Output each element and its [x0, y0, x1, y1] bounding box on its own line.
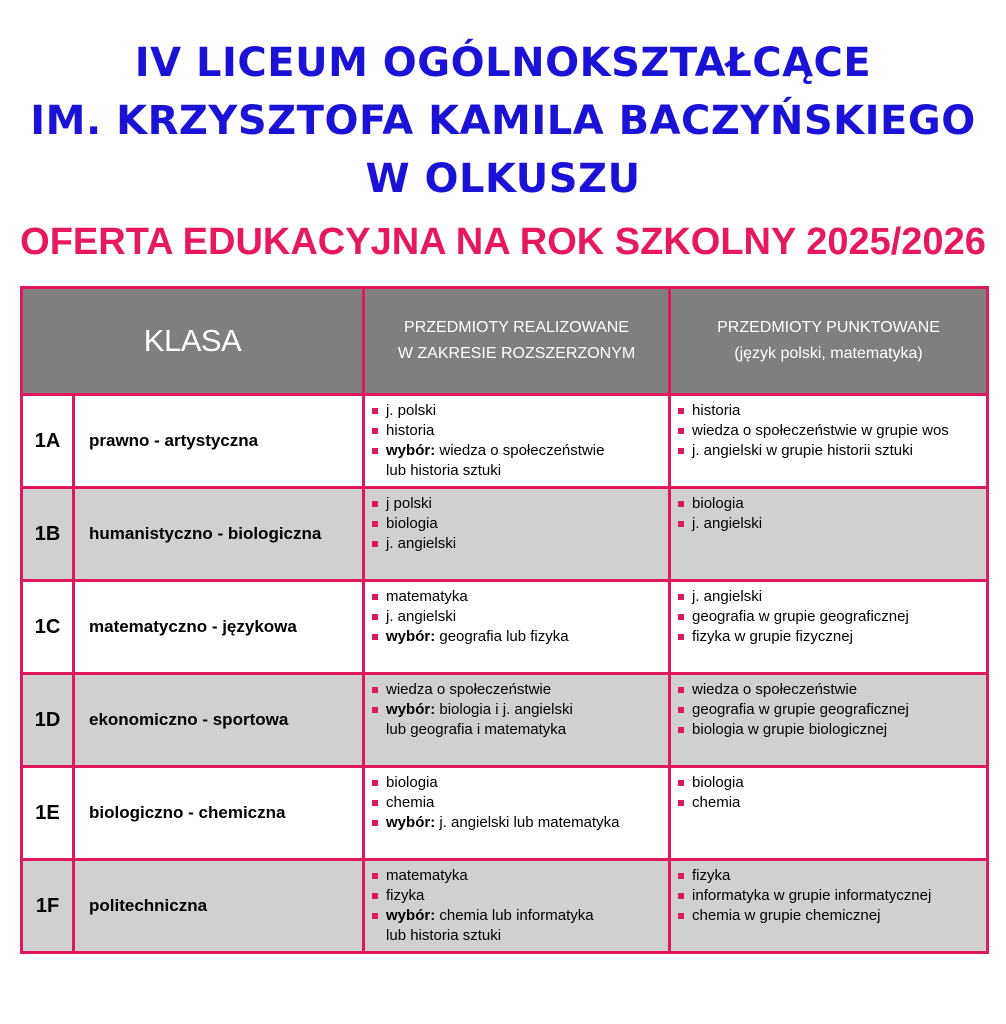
list-item: wiedza o społeczeństwie w grupie wos	[677, 421, 982, 441]
list-item: fizyka	[371, 886, 664, 906]
list-item: j. angielski	[677, 587, 982, 607]
school-name-line-1: IV LICEUM OGÓLNOKSZTAŁCĄCE	[134, 40, 872, 86]
extended-subjects-cell	[364, 395, 670, 488]
scored-subjects-list	[677, 494, 982, 534]
choice-text: biologia i j. angielski	[439, 701, 573, 718]
class-profile: humanistyczno - biologiczna	[74, 488, 364, 581]
extended-subjects-list	[371, 773, 664, 833]
table-header-row	[22, 288, 988, 395]
table-row	[22, 767, 988, 860]
list-item: j polski	[371, 494, 664, 514]
table-row	[22, 674, 988, 767]
list-item: geografia w grupie geograficznej	[677, 700, 982, 720]
list-item: historia	[677, 401, 982, 421]
list-item: j. angielski	[371, 607, 664, 627]
class-offer-table	[20, 286, 989, 954]
class-code: 1F	[22, 860, 74, 953]
class-profile: prawno - artystyczna	[74, 395, 364, 488]
header-extended-line-1: PRZEDMIOTY REALIZOWANE	[404, 319, 629, 336]
choice-continuation: lub historia sztuki	[386, 462, 502, 479]
list-item: wiedza o społeczeństwie	[677, 680, 982, 700]
table-row	[22, 488, 988, 581]
class-code: 1E	[22, 767, 74, 860]
extended-subjects-list	[371, 587, 664, 647]
header-scored-subjects	[670, 288, 988, 395]
list-item: matematyka	[371, 866, 664, 886]
scored-subjects-cell	[670, 581, 988, 674]
choice-list-item	[371, 813, 664, 833]
school-name	[0, 34, 1006, 208]
scored-subjects-cell	[670, 767, 988, 860]
scored-subjects-cell	[670, 674, 988, 767]
school-name-line-2: IM. KRZYSZTOFA KAMILA BACZYŃSKIEGO	[30, 98, 976, 144]
list-item: historia	[371, 421, 664, 441]
extended-subjects-cell	[364, 860, 670, 953]
choice-text: geografia lub fizyka	[439, 628, 569, 645]
choice-label: wybór:	[386, 814, 436, 831]
list-item: biologia	[371, 514, 664, 534]
extended-subjects-list	[371, 866, 664, 946]
list-item: j. polski	[371, 401, 664, 421]
choice-label: wybór:	[386, 701, 436, 718]
scored-subjects-cell	[670, 488, 988, 581]
list-item: wiedza o społeczeństwie	[371, 680, 664, 700]
list-item: chemia	[371, 793, 664, 813]
scored-subjects-list	[677, 866, 982, 926]
table-row	[22, 395, 988, 488]
extended-subjects-cell	[364, 581, 670, 674]
scored-subjects-cell	[670, 395, 988, 488]
scored-subjects-list	[677, 773, 982, 813]
class-profile: matematyczno - językowa	[74, 581, 364, 674]
scored-subjects-list	[677, 680, 982, 740]
scored-subjects-list	[677, 401, 982, 461]
choice-text: wiedza o społeczeństwie	[439, 442, 605, 459]
choice-continuation: lub geografia i matematyka	[386, 721, 567, 738]
list-item: geografia w grupie geograficznej	[677, 607, 982, 627]
header-extended-subjects	[364, 288, 670, 395]
choice-list-item	[371, 627, 664, 647]
extended-subjects-cell	[364, 488, 670, 581]
list-item: biologia	[371, 773, 664, 793]
choice-list-item	[371, 441, 664, 481]
list-item: fizyka w grupie fizycznej	[677, 627, 982, 647]
class-code: 1D	[22, 674, 74, 767]
choice-list-item	[371, 906, 664, 946]
scored-subjects-cell	[670, 860, 988, 953]
choice-label: wybór:	[386, 442, 436, 459]
extended-subjects-cell	[364, 674, 670, 767]
class-code: 1C	[22, 581, 74, 674]
choice-text: chemia lub informatyka	[439, 907, 594, 924]
table-row	[22, 860, 988, 953]
extended-subjects-list	[371, 680, 664, 740]
school-name-line-3: W OLKUSZU	[365, 156, 641, 202]
list-item: j. angielski	[371, 534, 664, 554]
choice-text: j. angielski lub matematyka	[439, 814, 620, 831]
class-profile: politechniczna	[74, 860, 364, 953]
list-item: matematyka	[371, 587, 664, 607]
offer-subtitle: OFERTA EDUKACYJNA NA ROK SZKOLNY 2025/2026	[20, 221, 986, 263]
scored-subjects-list	[677, 587, 982, 647]
choice-label: wybór:	[386, 628, 436, 645]
choice-list-item	[371, 700, 664, 740]
list-item: informatyka w grupie informatycznej	[677, 886, 982, 906]
class-code: 1B	[22, 488, 74, 581]
class-profile: ekonomiczno - sportowa	[74, 674, 364, 767]
table-row	[22, 581, 988, 674]
class-profile: biologiczno - chemiczna	[74, 767, 364, 860]
list-item: biologia	[677, 773, 982, 793]
list-item: fizyka	[677, 866, 982, 886]
header-extended-line-2: W ZAKRESIE ROZSZERZONYM	[397, 345, 636, 362]
list-item: j. angielski w grupie historii sztuki	[677, 441, 982, 461]
extended-subjects-list	[371, 401, 664, 481]
extended-subjects-list	[371, 494, 664, 554]
list-item: chemia w grupie chemicznej	[677, 906, 982, 926]
class-code: 1A	[22, 395, 74, 488]
list-item: chemia	[677, 793, 982, 813]
header-klasa: KLASA	[22, 288, 364, 395]
list-item: biologia w grupie biologicznej	[677, 720, 982, 740]
header-scored-line-2: (język polski, matematyka)	[734, 345, 923, 362]
header-scored-line-1: PRZEDMIOTY PUNKTOWANE	[717, 319, 940, 336]
extended-subjects-cell	[364, 767, 670, 860]
choice-continuation: lub historia sztuki	[386, 927, 502, 944]
choice-label: wybór:	[386, 907, 436, 924]
list-item: biologia	[677, 494, 982, 514]
list-item: j. angielski	[677, 514, 982, 534]
